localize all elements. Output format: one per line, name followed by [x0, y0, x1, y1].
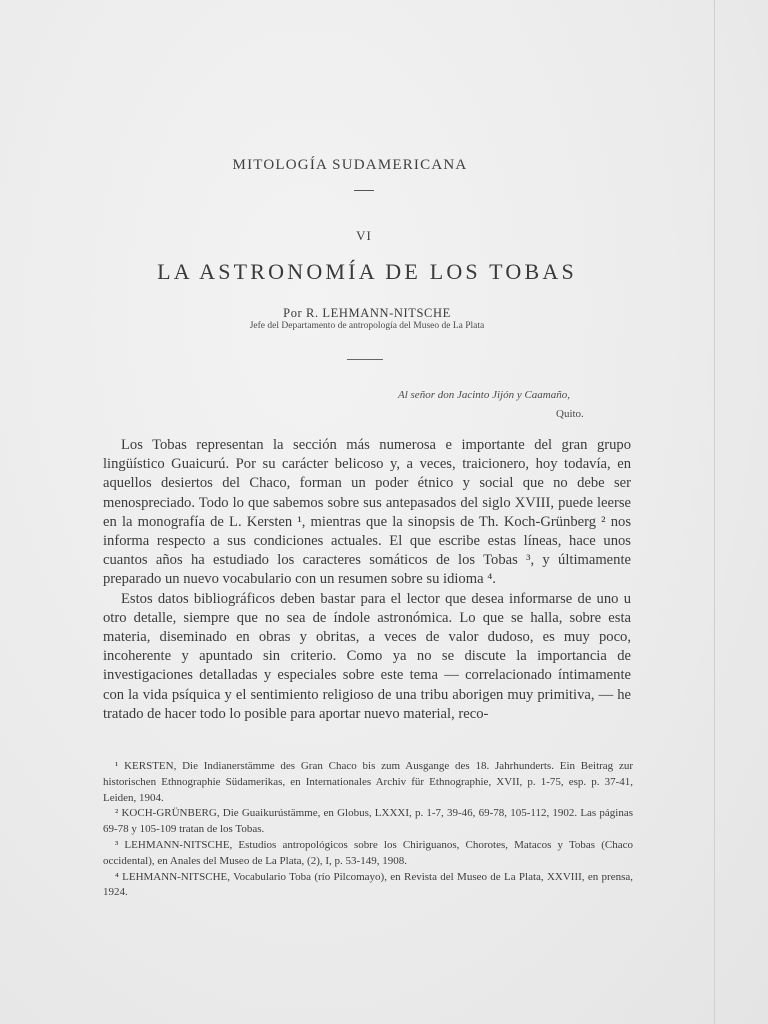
body-text — [103, 436, 631, 724]
author-line: Por R. LEHMANN-NITSCHE — [283, 306, 451, 320]
dedication-line: Al señor don Jacinto Jijón y Caamaño, — [398, 389, 571, 401]
divider — [347, 359, 383, 360]
footnote: ¹ KERSTEN, Die Indianerstämme des Gran Chaco bis zum Ausgange des 18. Jahrhunderts. Ein Beitrag zur historischen Ethnographie Südamerikas, en Internationales Archiv für Ethnographie, XVII, p. 1-75, esp. p. 37-41, Leiden, 1904. — [103, 760, 633, 804]
page-edge — [714, 0, 715, 1024]
series-heading: MITOLOGÍA SUDAMERICANA — [232, 157, 468, 173]
footnotes — [103, 759, 633, 901]
dedication — [398, 386, 620, 424]
footnote: ² KOCH-GRÜNBERG, Die Guaikurústämme, en Globus, LXXXI, p. 1-7, 39-46, 69-78, 105-112, 1902. Las páginas 69-78 y 105-109 tratan de los Tobas. — [103, 807, 633, 836]
footnote: ³ LEHMANN-NITSCHE, Estudios antropológicos sobre los Chiriguanos, Chorotes, Matacos y Tobas (Chaco occidental), en Anales del Museo de La Plata, (2), I, p. 53-149, 1908. — [103, 838, 633, 867]
dedication-place: Quito. — [556, 408, 584, 420]
chapter-number: VI — [356, 228, 372, 243]
paragraph: Estos datos bibliográficos deben bastar para el lector que desea informarse de uno u otro detalle, siempre que no sea de índole astronómica. Lo que se halla, sobre esta materia, diseminado en obras y obritas, a veces de valor dudoso, es muy poco, incoherente y apuntado sin criterio. Como ya no se discute la importancia de investigaciones detalladas y especiales sobre este tema — correlacionado íntimamente con la vida psíquica y el sentimiento religioso de una tribu aborigen muy primitiva, — he tratado de hacer todo lo posible para aportar nuevo material, reco- — [103, 590, 631, 722]
author-affiliation: Jefe del Departamento de antropología del Museo de La Plata — [249, 321, 485, 331]
footnote: ⁴ LEHMANN-NITSCHE, Vocabulario Toba (río Pilcomayo), en Revista del Museo de La Plata, XXVIII, en prensa, 1924. — [103, 870, 633, 899]
article-title: LA ASTRONOMÍA DE LOS TOBAS — [157, 259, 577, 284]
divider — [354, 190, 374, 191]
paragraph: Los Tobas representan la sección más numerosa e importante del gran grupo lingüístico Guaicurú. Por su carácter belicoso y, a veces, traicionero, hoy todavía, en aquellos desiertos del Chaco, forman un poder étnico y social que no debe ser menospreciado. Todo lo que sabemos sobre sus antepasados del siglo XVIII, puede leerse en la monografía de L. Kersten ¹, mientras que la sinopsis de Th. Koch-Grünberg ² nos informa respecto a sus condiciones actuales. El que escribe estas líneas, hace unos cuantos años ha estudiado los caracteres somáticos de los Tobas ³, y últimamente preparado un nuevo vocabulario con un resumen sobre su idioma ⁴. — [103, 437, 631, 588]
